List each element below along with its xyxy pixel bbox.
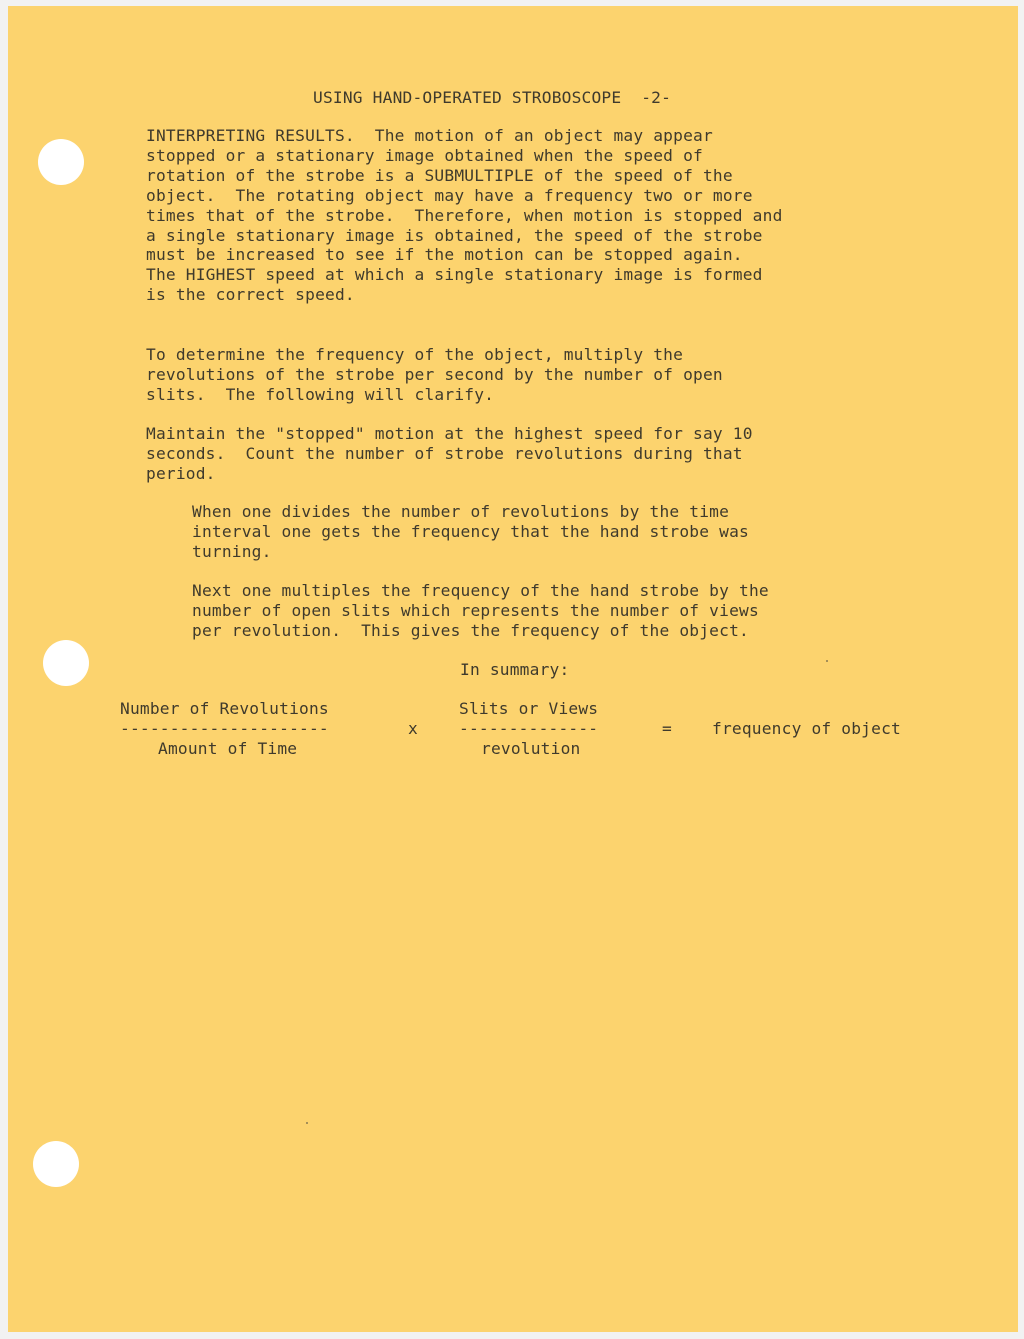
summary-label: In summary: [460, 660, 570, 679]
page-title: USING HAND-OPERATED STROBOSCOPE -2- [313, 88, 672, 107]
formula-numerator-revolutions: Number of Revolutions [120, 699, 329, 718]
binder-hole-bottom [33, 1141, 79, 1187]
paragraph-maintain-stopped-motion: Maintain the "stopped" motion at the highest speed for say 10 seconds. Count the number of strobe revolutions during that period. [146, 424, 753, 483]
formula-fraction-bar-2: -------------- [459, 719, 599, 738]
formula-denominator-time: Amount of Time [158, 739, 298, 758]
formula-denominator-revolution: revolution [481, 739, 581, 758]
paragraph-determine-frequency: To determine the frequency of the object, multiply the revolutions of the strobe per second by the number of open slits. The following will clarify. [146, 345, 723, 404]
formula-numerator-slits: Slits or Views [459, 699, 599, 718]
paragraph-divide-revolutions: When one divides the number of revolutions by the time interval one gets the frequency that the hand strobe was turning. [192, 502, 749, 561]
scan-speck [826, 660, 828, 662]
formula-equals-sign: = [662, 719, 672, 738]
paragraph-multiply-slits: Next one multiples the frequency of the hand strobe by the number of open slits which represents the number of views per revolution. This gives the frequency of the object. [192, 581, 769, 640]
binder-hole-top [38, 139, 84, 185]
formula-fraction-bar-1: --------------------- [120, 719, 329, 738]
binder-hole-middle [43, 640, 89, 686]
scan-speck [306, 1122, 308, 1124]
formula-result: frequency of object [712, 719, 901, 738]
formula-times-sign: x [408, 719, 418, 738]
document-page [8, 6, 1018, 1332]
paragraph-interpreting-results: INTERPRETING RESULTS. The motion of an object may appear stopped or a stationary image obtained when the speed of rotation of the strobe is a SUBMULTIPLE of the speed of the object. The rotating object may have a frequency two or more times that of the strobe. Therefore, when motion is stopped and a single stationary image is obtained, the speed of the strobe must be increased to see if the motion can be stopped again. The HIGHEST speed at which a single stationary image is formed is the correct speed. [146, 126, 783, 305]
